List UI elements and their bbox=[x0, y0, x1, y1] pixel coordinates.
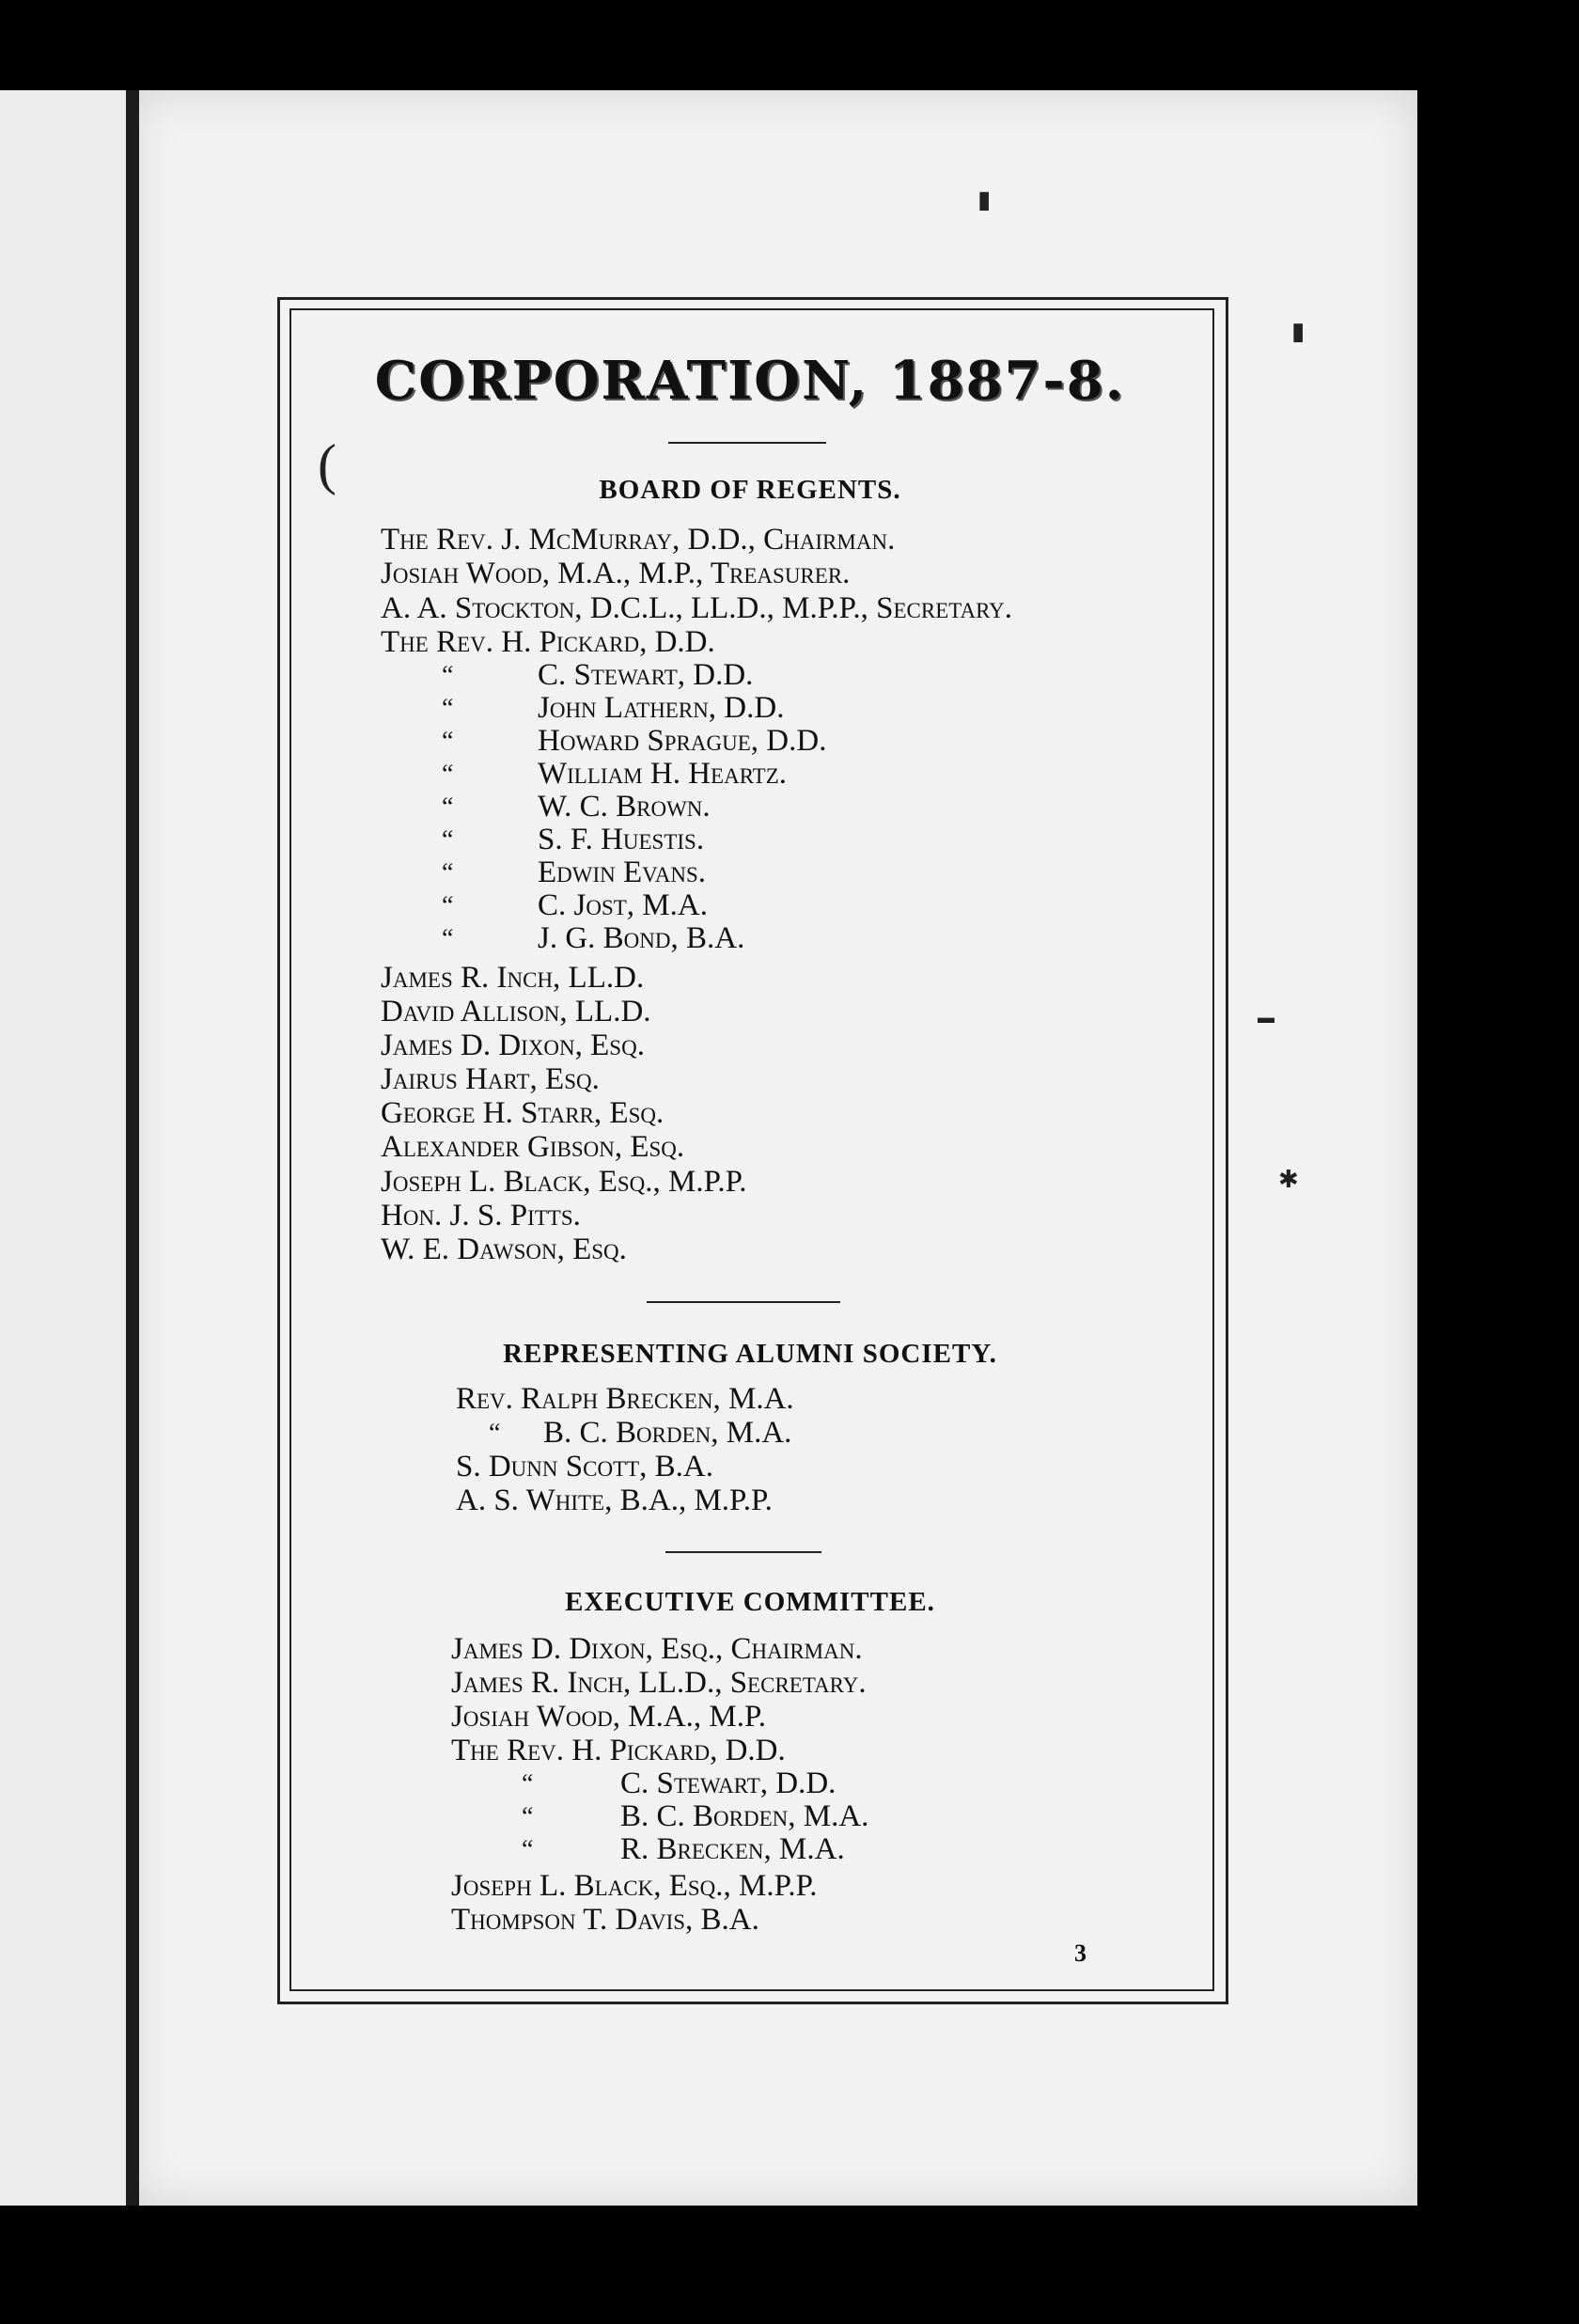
list-item: W. C. Brown. bbox=[538, 790, 711, 824]
list-item: Joseph L. Black, Esq., M.P.P. bbox=[381, 1165, 747, 1199]
list-item: Josiah Wood, M.A., M.P. bbox=[451, 1700, 766, 1734]
ditto-mark: “ bbox=[442, 793, 454, 822]
page-spine bbox=[126, 90, 139, 2206]
section-rule bbox=[665, 1551, 821, 1553]
ditto-mark: “ bbox=[442, 727, 454, 756]
list-item: Alexander Gibson, Esq. bbox=[381, 1130, 685, 1164]
list-item: William H. Heartz. bbox=[538, 757, 788, 791]
list-item: Edwin Evans. bbox=[538, 856, 707, 889]
list-item: James R. Inch, LL.D. bbox=[381, 961, 645, 995]
section-rule bbox=[647, 1301, 840, 1303]
ditto-mark: “ bbox=[442, 825, 454, 855]
title-rule bbox=[668, 442, 826, 444]
list-item: David Allison, LL.D. bbox=[381, 995, 651, 1029]
section-heading-board: BOARD OF REGENTS. bbox=[599, 475, 901, 505]
ditto-mark: “ bbox=[442, 661, 454, 690]
list-item: James D. Dixon, Esq., Chairman. bbox=[451, 1632, 863, 1666]
list-item: C. Jost, M.A. bbox=[538, 888, 708, 922]
list-item: James R. Inch, LL.D., Secretary. bbox=[451, 1666, 867, 1700]
list-item: A. S. White, B.A., M.P.P. bbox=[456, 1484, 773, 1517]
ditto-mark: “ bbox=[522, 1769, 534, 1798]
page-number: 3 bbox=[1074, 1939, 1087, 1967]
ditto-mark: “ bbox=[442, 891, 454, 920]
list-item: S. F. Huestis. bbox=[538, 823, 705, 856]
ditto-mark: “ bbox=[442, 858, 454, 887]
list-item: Howard Sprague, D.D. bbox=[538, 724, 827, 758]
list-item: B. C. Borden, M.A. bbox=[620, 1799, 869, 1833]
page-title: CORPORATION, 1887-8. bbox=[374, 350, 1126, 412]
scan-speck: ▬ bbox=[1258, 1008, 1274, 1027]
list-item: Hon. J. S. Pitts. bbox=[381, 1199, 581, 1233]
list-item: James D. Dixon, Esq. bbox=[381, 1029, 645, 1062]
list-item: Rev. Ralph Brecken, M.A. bbox=[456, 1382, 794, 1416]
list-item: C. Stewart, D.D. bbox=[620, 1767, 836, 1800]
list-item: George H. Starr, Esq. bbox=[381, 1096, 664, 1130]
list-item: Thompson T. Davis, B.A. bbox=[451, 1903, 759, 1937]
scan-speck: ▮ bbox=[977, 186, 992, 213]
list-item: S. Dunn Scott, B.A. bbox=[456, 1450, 714, 1484]
list-item: C. Stewart, D.D. bbox=[538, 658, 754, 692]
scan-speck: ( bbox=[318, 433, 336, 495]
ditto-mark: “ bbox=[442, 924, 454, 953]
scan-speck: ▮ bbox=[1291, 318, 1305, 345]
list-item: R. Brecken, M.A. bbox=[620, 1832, 845, 1866]
ditto-mark: “ bbox=[522, 1802, 534, 1831]
ditto-mark: “ bbox=[442, 694, 454, 723]
list-item: John Lathern, D.D. bbox=[538, 691, 785, 725]
list-item: A. A. Stockton, D.C.L., LL.D., M.P.P., Secretary. bbox=[381, 591, 1013, 625]
list-item: J. G. Bond, B.A. bbox=[538, 921, 745, 955]
ditto-mark: “ bbox=[522, 1835, 534, 1864]
list-item: Josiah Wood, M.A., M.P., Treasurer. bbox=[381, 557, 851, 590]
list-item: The Rev. J. McMurray, D.D., Chairman. bbox=[381, 523, 896, 557]
list-item: Jairus Hart, Esq. bbox=[381, 1062, 600, 1096]
facing-page-edge bbox=[0, 90, 126, 2206]
section-heading-alumni: REPRESENTING ALUMNI SOCIETY. bbox=[503, 1339, 997, 1369]
scan-speck: ✱ bbox=[1278, 1166, 1299, 1193]
list-item: The Rev. H. Pickard, D.D. bbox=[381, 625, 715, 659]
list-item: The Rev. H. Pickard, D.D. bbox=[451, 1734, 786, 1767]
ditto-mark: “ bbox=[442, 760, 454, 789]
list-item: B. C. Borden, M.A. bbox=[543, 1416, 792, 1450]
section-heading-executive: EXECUTIVE COMMITTEE. bbox=[565, 1587, 935, 1617]
list-item: Joseph L. Black, Esq., M.P.P. bbox=[451, 1869, 818, 1903]
ditto-mark: “ bbox=[489, 1419, 501, 1448]
list-item: W. E. Dawson, Esq. bbox=[381, 1233, 627, 1266]
